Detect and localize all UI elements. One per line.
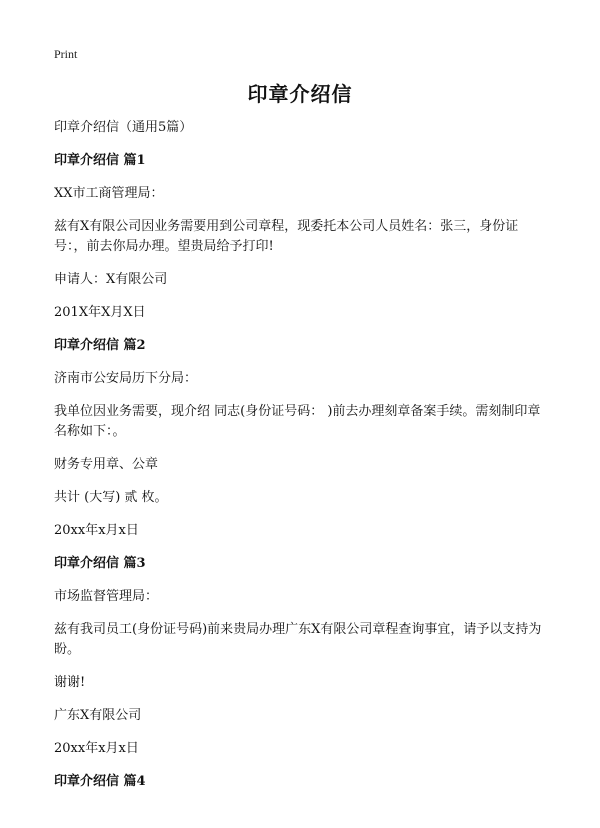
seal-count-2: 共计 (大写) 贰 枚。 [54,490,168,505]
seal-names-2: 财务专用章、公章 [54,457,159,472]
section-heading-4: 印章介绍信 篇4 [54,774,146,789]
section-heading-3: 印章介绍信 篇3 [54,556,146,571]
body-paragraph-1: 兹有X有限公司因业务需要用到公司章程，现委托本公司人员姓名：张三，身份证号：，前去你局办理。望贵局给予打印! [54,219,519,254]
body-paragraph-2: 我单位因业务需要，现介绍 同志(身份证号码： )前去办理刻章备案手续。需刻制印章名称如下：。 [54,404,541,439]
thanks-3: 谢谢! [54,675,86,690]
date-1: 201X年X月X日 [54,305,146,320]
addressee-1: XX市工商管理局： [54,186,164,201]
document-subtitle: 印章介绍信（通用5篇） [54,120,193,135]
date-2: 20xx年x月x日 [54,523,139,538]
section-heading-1: 印章介绍信 篇1 [54,153,146,168]
addressee-3: 市场监督管理局： [54,589,159,604]
page-title: 印章介绍信 [247,82,353,106]
body-paragraph-3: 兹有我司员工(身份证号码)前来贵局办理广东X有限公司章程查询事宜，请予以支持为盼。 [54,622,542,657]
company-3: 广东X有限公司 [54,708,142,723]
document-body [54,118,550,805]
addressee-2: 济南市公安局历下分局： [54,371,198,386]
print-link[interactable]: Print [54,47,78,61]
applicant-1: 申请人：X有限公司 [54,272,168,287]
date-3: 20xx年x月x日 [54,741,139,756]
section-heading-2: 印章介绍信 篇2 [54,338,146,353]
